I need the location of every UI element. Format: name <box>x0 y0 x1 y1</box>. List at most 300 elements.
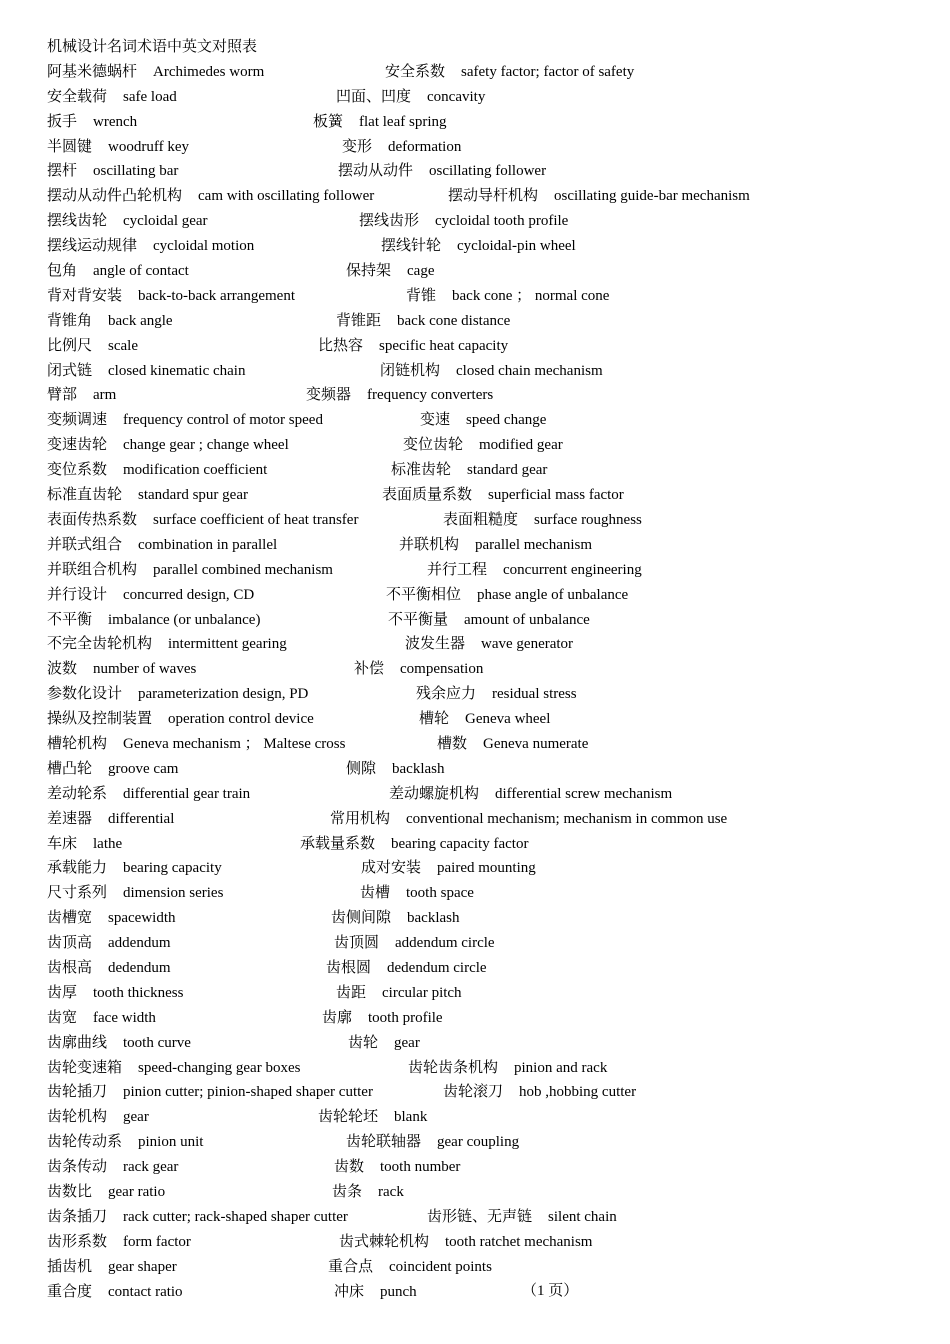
term-entry-right <box>338 158 546 184</box>
term-chinese: 不完全齿轮机构 <box>47 634 153 653</box>
term-entry-left <box>47 582 254 608</box>
term-entry-right <box>360 880 474 906</box>
term-entry-right <box>331 905 460 931</box>
term-entry-left <box>47 1204 348 1230</box>
term-english: wrench <box>93 113 138 130</box>
term-chinese: 并联组合机构 <box>47 559 138 578</box>
term-chinese: 齿轮轮坯 <box>318 1107 379 1126</box>
term-entry-left <box>47 208 208 234</box>
term-chinese: 并联式组合 <box>47 534 123 553</box>
term-english: back cone ； normal cone <box>452 287 610 304</box>
term-english: rack gear <box>123 1159 179 1176</box>
term-entry-right <box>330 806 727 832</box>
term-english: blank <box>394 1109 428 1126</box>
term-english: safety factor; factor of safety <box>461 63 635 80</box>
term-english: pinion cutter; pinion-shaped shaper cutter <box>123 1084 373 1101</box>
term-english: concurred design, CD <box>123 586 255 603</box>
table-row <box>47 557 927 582</box>
term-entry-left <box>47 1030 191 1056</box>
term-entry-left <box>47 731 345 757</box>
table-row <box>47 134 927 159</box>
term-english: safe load <box>123 88 177 105</box>
term-chinese: 齿槽 <box>360 883 391 902</box>
term-english: scale <box>108 337 138 354</box>
table-row <box>47 1154 927 1179</box>
term-chinese: 槽轮 <box>419 709 450 728</box>
table-row <box>47 158 927 183</box>
term-chinese: 重合点 <box>328 1256 374 1275</box>
term-english: standard gear <box>467 462 548 479</box>
term-entry-left <box>47 258 189 284</box>
term-english: groove cam <box>108 760 179 777</box>
term-english: operation control device <box>168 711 314 728</box>
table-row <box>47 1129 927 1154</box>
term-english: coincident points <box>389 1258 492 1275</box>
term-chinese: 齿形系数 <box>47 1231 108 1250</box>
term-entry-left <box>47 1254 177 1280</box>
term-chinese: 差动轮系 <box>47 783 108 802</box>
term-english: paired mounting <box>437 860 536 877</box>
term-chinese: 变位齿轮 <box>403 435 464 454</box>
term-entry-left <box>47 1055 300 1081</box>
term-chinese: 摆线运动规律 <box>47 236 138 255</box>
term-entry-left <box>47 283 295 309</box>
term-entry-right <box>388 607 590 633</box>
term-english: addendum <box>108 935 171 952</box>
term-chinese: 齿轮机构 <box>47 1107 108 1126</box>
term-chinese: 凹面、凹度 <box>336 86 412 105</box>
term-english: wave generator <box>481 636 574 653</box>
term-chinese: 齿侧间隙 <box>331 908 392 927</box>
term-entry-right <box>318 333 508 359</box>
term-entry-right <box>391 457 547 483</box>
table-row <box>47 507 927 532</box>
term-entry-right <box>342 134 461 160</box>
table-row <box>47 706 927 731</box>
term-chinese: 齿条插刀 <box>47 1206 108 1225</box>
term-entry-left <box>47 1005 156 1031</box>
term-english: phase angle of unbalance <box>477 586 629 603</box>
term-entry-right <box>336 308 510 334</box>
table-row <box>47 607 927 632</box>
table-row <box>47 258 927 283</box>
term-english: punch <box>380 1283 417 1300</box>
term-english: cage <box>407 263 435 280</box>
term-chinese: 齿轮联轴器 <box>346 1132 422 1151</box>
term-chinese: 齿数 <box>334 1157 365 1176</box>
term-english: speed-changing gear boxes <box>138 1059 301 1076</box>
term-chinese: 齿廓曲线 <box>47 1032 108 1051</box>
term-chinese: 尺寸系列 <box>47 883 108 902</box>
term-english: oscillating guide-bar mechanism <box>554 188 750 205</box>
term-entry-right <box>346 756 445 782</box>
term-english: silent chain <box>548 1208 617 1225</box>
term-english: surface coefficient of heat transfer <box>153 511 359 528</box>
term-english: differential gear train <box>123 785 251 802</box>
term-entry-right <box>406 283 609 309</box>
term-chinese: 阿基米德蜗杆 <box>47 61 138 80</box>
term-entry-left <box>47 557 333 583</box>
term-entry-right <box>443 1079 636 1105</box>
table-row <box>47 457 927 482</box>
term-entry-left <box>47 59 264 85</box>
term-table <box>47 59 927 1304</box>
term-entry-left <box>47 1179 165 1205</box>
term-english: cycloidal-pin wheel <box>457 238 576 255</box>
term-entry-right <box>346 1129 519 1155</box>
term-english: differential <box>108 810 175 827</box>
term-entry-right <box>359 208 568 234</box>
term-entry-right <box>336 84 485 110</box>
term-entry-left <box>47 1279 183 1305</box>
table-row <box>47 1104 927 1129</box>
table-row <box>47 582 927 607</box>
term-chinese: 背对背安装 <box>47 285 123 304</box>
term-chinese: 安全载荷 <box>47 86 108 105</box>
table-row <box>47 333 927 358</box>
term-english: bearing capacity <box>123 860 222 877</box>
table-row <box>47 407 927 432</box>
table-row <box>47 905 927 930</box>
term-entry-right <box>399 532 592 558</box>
term-entry-left <box>47 158 178 184</box>
term-english: combination in parallel <box>138 536 278 553</box>
term-entry-left <box>47 855 222 881</box>
term-entry-left <box>47 980 183 1006</box>
term-chinese: 成对安装 <box>361 858 422 877</box>
term-entry-right <box>419 706 550 732</box>
table-row <box>47 109 927 134</box>
term-chinese: 补偿 <box>354 659 385 678</box>
term-entry-right <box>346 258 435 284</box>
term-chinese: 并行设计 <box>47 584 108 603</box>
term-chinese: 差动螺旋机构 <box>389 783 480 802</box>
term-english: tooth thickness <box>93 984 184 1001</box>
term-english: back angle <box>108 312 173 329</box>
term-chinese: 不平衡量 <box>388 609 449 628</box>
term-chinese: 齿数比 <box>47 1181 93 1200</box>
term-chinese: 并行工程 <box>427 559 488 578</box>
term-english: pinion unit <box>138 1134 204 1151</box>
term-chinese: 齿条传动 <box>47 1157 108 1176</box>
term-chinese: 板簧 <box>313 111 344 130</box>
term-chinese: 车床 <box>47 833 78 852</box>
term-english: concavity <box>427 88 486 105</box>
term-entry-right <box>332 1179 404 1205</box>
term-english: cycloidal tooth profile <box>435 213 569 230</box>
term-english: rack cutter; rack-shaped shaper cutter <box>123 1208 348 1225</box>
term-english: back cone distance <box>397 312 511 329</box>
term-chinese: 齿条 <box>332 1181 363 1200</box>
term-english: tooth ratchet mechanism <box>445 1233 593 1250</box>
term-english: deformation <box>388 138 462 155</box>
term-english: gear ratio <box>108 1183 166 1200</box>
table-row <box>47 880 927 905</box>
table-row <box>47 59 927 84</box>
term-chinese: 变频器 <box>306 385 352 404</box>
table-row <box>47 1229 927 1254</box>
table-row <box>47 532 927 557</box>
term-english: change gear ; change wheel <box>123 437 289 454</box>
term-entry-left <box>47 183 374 209</box>
table-row <box>47 382 927 407</box>
term-entry-left <box>47 930 171 956</box>
term-chinese: 不平衡 <box>47 609 93 628</box>
term-entry-right <box>416 681 577 707</box>
term-entry-right <box>334 1279 417 1305</box>
term-entry-right <box>339 1229 592 1255</box>
term-english: cam with oscillating follower <box>198 188 375 205</box>
table-row <box>47 1254 927 1279</box>
term-chinese: 槽轮机构 <box>47 733 108 752</box>
term-chinese: 变速齿轮 <box>47 435 108 454</box>
term-chinese: 闭式链 <box>47 360 93 379</box>
term-chinese: 背锥 <box>406 285 437 304</box>
term-chinese: 包角 <box>47 261 78 280</box>
term-entry-right <box>382 482 624 508</box>
term-english: specific heat capacity <box>379 337 509 354</box>
term-entry-right <box>443 507 642 533</box>
table-row <box>47 731 927 756</box>
term-english: dimension series <box>123 885 224 902</box>
term-chinese: 齿顶圆 <box>334 933 380 952</box>
term-english: surface roughness <box>534 511 642 528</box>
term-entry-right <box>381 233 576 259</box>
term-english: standard spur gear <box>138 487 248 504</box>
term-english: pinion and rack <box>514 1059 608 1076</box>
term-entry-right <box>326 955 487 981</box>
term-entry-left <box>47 482 248 508</box>
page-number: （1 页） <box>522 1282 579 1299</box>
term-entry-left <box>47 1154 178 1180</box>
term-entry-left <box>47 681 308 707</box>
term-english: number of waves <box>93 661 197 678</box>
term-chinese: 齿槽宽 <box>47 908 93 927</box>
term-entry-left <box>47 432 289 458</box>
table-row <box>47 681 927 706</box>
term-english: gear <box>394 1034 420 1051</box>
table-row <box>47 855 927 880</box>
term-english: closed kinematic chain <box>108 362 246 379</box>
term-chinese: 不平衡相位 <box>386 584 462 603</box>
term-english: back-to-back arrangement <box>138 287 296 304</box>
term-entry-right <box>348 1030 420 1056</box>
term-chinese: 背锥角 <box>47 310 93 329</box>
table-row <box>47 1179 927 1204</box>
term-english: compensation <box>400 661 484 678</box>
term-entry-right <box>437 731 588 757</box>
table-row <box>47 308 927 333</box>
term-english: flat leaf spring <box>359 113 447 130</box>
term-english: superficial mass factor <box>488 487 624 504</box>
term-english: tooth profile <box>368 1009 443 1026</box>
term-english: tooth number <box>380 1159 461 1176</box>
term-english: concurrent engineering <box>503 561 642 578</box>
term-english: Geneva numerate <box>483 735 589 752</box>
table-row <box>47 183 927 208</box>
term-entry-left <box>47 607 260 633</box>
term-entry-right <box>322 1005 443 1031</box>
term-chinese: 槽数 <box>437 733 468 752</box>
term-entry-right <box>389 781 672 807</box>
term-entry-left <box>47 457 267 483</box>
term-english: face width <box>93 1009 156 1026</box>
term-entry-right <box>334 1154 460 1180</box>
term-english: form factor <box>123 1233 191 1250</box>
table-row <box>47 432 927 457</box>
term-entry-left <box>47 233 254 259</box>
term-chinese: 变位系数 <box>47 460 108 479</box>
table-row <box>47 233 927 258</box>
term-entry-right <box>328 1254 492 1280</box>
term-entry-right <box>427 557 642 583</box>
term-chinese: 表面粗糙度 <box>443 509 519 528</box>
document-title: 机械设计名词术语中英文对照表 <box>47 37 258 55</box>
term-english: Geneva mechanism ； Maltese cross <box>123 735 346 752</box>
term-chinese: 比例尺 <box>47 335 93 354</box>
table-row <box>47 781 927 806</box>
term-entry-right <box>385 59 634 85</box>
term-entry-right <box>306 382 493 408</box>
term-chinese: 齿轮滚刀 <box>443 1082 504 1101</box>
term-english: gear shaper <box>108 1258 177 1275</box>
term-entry-left <box>47 308 173 334</box>
table-row <box>47 1079 927 1104</box>
term-english: rack <box>378 1183 404 1200</box>
term-chinese: 半圆键 <box>47 136 93 155</box>
term-entry-left <box>47 905 176 931</box>
term-chinese: 齿根高 <box>47 957 93 976</box>
term-english: angle of contact <box>93 263 189 280</box>
term-english: residual stress <box>492 686 577 703</box>
term-entry-right <box>420 407 546 433</box>
term-entry-left <box>47 1129 203 1155</box>
term-chinese: 摆动从动件凸轮机构 <box>47 186 183 205</box>
term-chinese: 比热容 <box>318 335 364 354</box>
term-entry-left <box>47 756 178 782</box>
term-english: Archimedes worm <box>153 63 265 80</box>
term-entry-left <box>47 382 116 408</box>
term-english: hob ,hobbing cutter <box>519 1084 637 1101</box>
term-english: differential screw mechanism <box>495 785 673 802</box>
term-entry-right <box>405 631 573 657</box>
term-english: woodruff key <box>108 138 189 155</box>
table-row <box>47 208 927 233</box>
term-entry-left <box>47 955 171 981</box>
term-entry-left <box>47 706 314 732</box>
term-entry-right <box>427 1204 617 1230</box>
term-chinese: 槽凸轮 <box>47 758 93 777</box>
term-entry-right <box>403 432 563 458</box>
table-row <box>47 358 927 383</box>
term-english: lathe <box>93 835 123 852</box>
term-english: tooth curve <box>123 1034 191 1051</box>
term-chinese: 参数化设计 <box>47 684 123 703</box>
table-row <box>47 656 927 681</box>
term-chinese: 齿形链、无声链 <box>427 1206 533 1225</box>
table-row <box>47 84 927 109</box>
term-english: amount of unbalance <box>464 611 590 628</box>
term-english: frequency converters <box>367 387 494 404</box>
term-entry-left <box>47 831 122 857</box>
table-row <box>47 631 927 656</box>
term-entry-right <box>361 855 536 881</box>
term-english: backlash <box>392 760 445 777</box>
term-chinese: 安全系数 <box>385 61 446 80</box>
term-chinese: 齿轮插刀 <box>47 1082 108 1101</box>
term-chinese: 背锥距 <box>336 310 382 329</box>
term-english: parallel mechanism <box>475 536 593 553</box>
term-chinese: 齿轮变速箱 <box>47 1057 123 1076</box>
term-english: intermittent gearing <box>168 636 287 653</box>
term-chinese: 保持架 <box>346 261 392 280</box>
term-english: contact ratio <box>108 1283 183 1300</box>
term-entry-left <box>47 631 287 657</box>
term-entry-left <box>47 84 177 110</box>
term-english: cycloidal gear <box>123 213 208 230</box>
term-chinese: 摆线齿轮 <box>47 211 108 230</box>
term-chinese: 齿轮 <box>348 1032 379 1051</box>
table-row <box>47 1055 927 1080</box>
term-chinese: 波发生器 <box>405 634 466 653</box>
term-chinese: 承载能力 <box>47 858 108 877</box>
term-entry-right <box>300 831 528 857</box>
term-chinese: 标准齿轮 <box>391 460 452 479</box>
term-english: cycloidal motion <box>153 238 255 255</box>
term-entry-right <box>334 930 495 956</box>
term-english: addendum circle <box>395 935 495 952</box>
document-page <box>47 34 927 1303</box>
term-entry-left <box>47 532 277 558</box>
term-chinese: 变速 <box>420 410 451 429</box>
term-chinese: 齿厚 <box>47 982 78 1001</box>
term-chinese: 冲床 <box>334 1281 365 1300</box>
term-english: gear <box>123 1109 149 1126</box>
term-entry-left <box>47 1104 149 1130</box>
term-english: spacewidth <box>108 910 176 927</box>
term-chinese: 摆杆 <box>47 161 78 180</box>
term-chinese: 承载量系数 <box>300 833 376 852</box>
table-row <box>47 806 927 831</box>
term-english: parallel combined mechanism <box>153 561 333 578</box>
term-chinese: 表面传热系数 <box>47 509 138 528</box>
term-entry-right <box>313 109 446 135</box>
term-chinese: 并联机构 <box>399 534 460 553</box>
term-chinese: 变频调速 <box>47 410 108 429</box>
term-english: circular pitch <box>382 984 462 1001</box>
term-entry-left <box>47 880 223 906</box>
table-row <box>47 283 927 308</box>
term-chinese: 重合度 <box>47 1281 93 1300</box>
term-chinese: 闭链机构 <box>380 360 441 379</box>
term-chinese: 齿式棘轮机构 <box>339 1231 430 1250</box>
term-chinese: 摆线齿形 <box>359 211 420 230</box>
term-chinese: 齿轮传动系 <box>47 1132 123 1151</box>
term-entry-right <box>318 1104 427 1130</box>
table-row <box>47 955 927 980</box>
term-english: parameterization design, PD <box>138 686 309 703</box>
term-chinese: 扳手 <box>47 111 78 130</box>
term-entry-left <box>47 1229 191 1255</box>
table-row <box>47 1005 927 1030</box>
term-entry-left <box>47 1079 373 1105</box>
term-chinese: 变形 <box>342 136 373 155</box>
term-english: modified gear <box>479 437 563 454</box>
term-chinese: 齿距 <box>336 982 367 1001</box>
term-entry-right <box>336 980 462 1006</box>
table-row <box>47 831 927 856</box>
table-row <box>47 1204 927 1229</box>
